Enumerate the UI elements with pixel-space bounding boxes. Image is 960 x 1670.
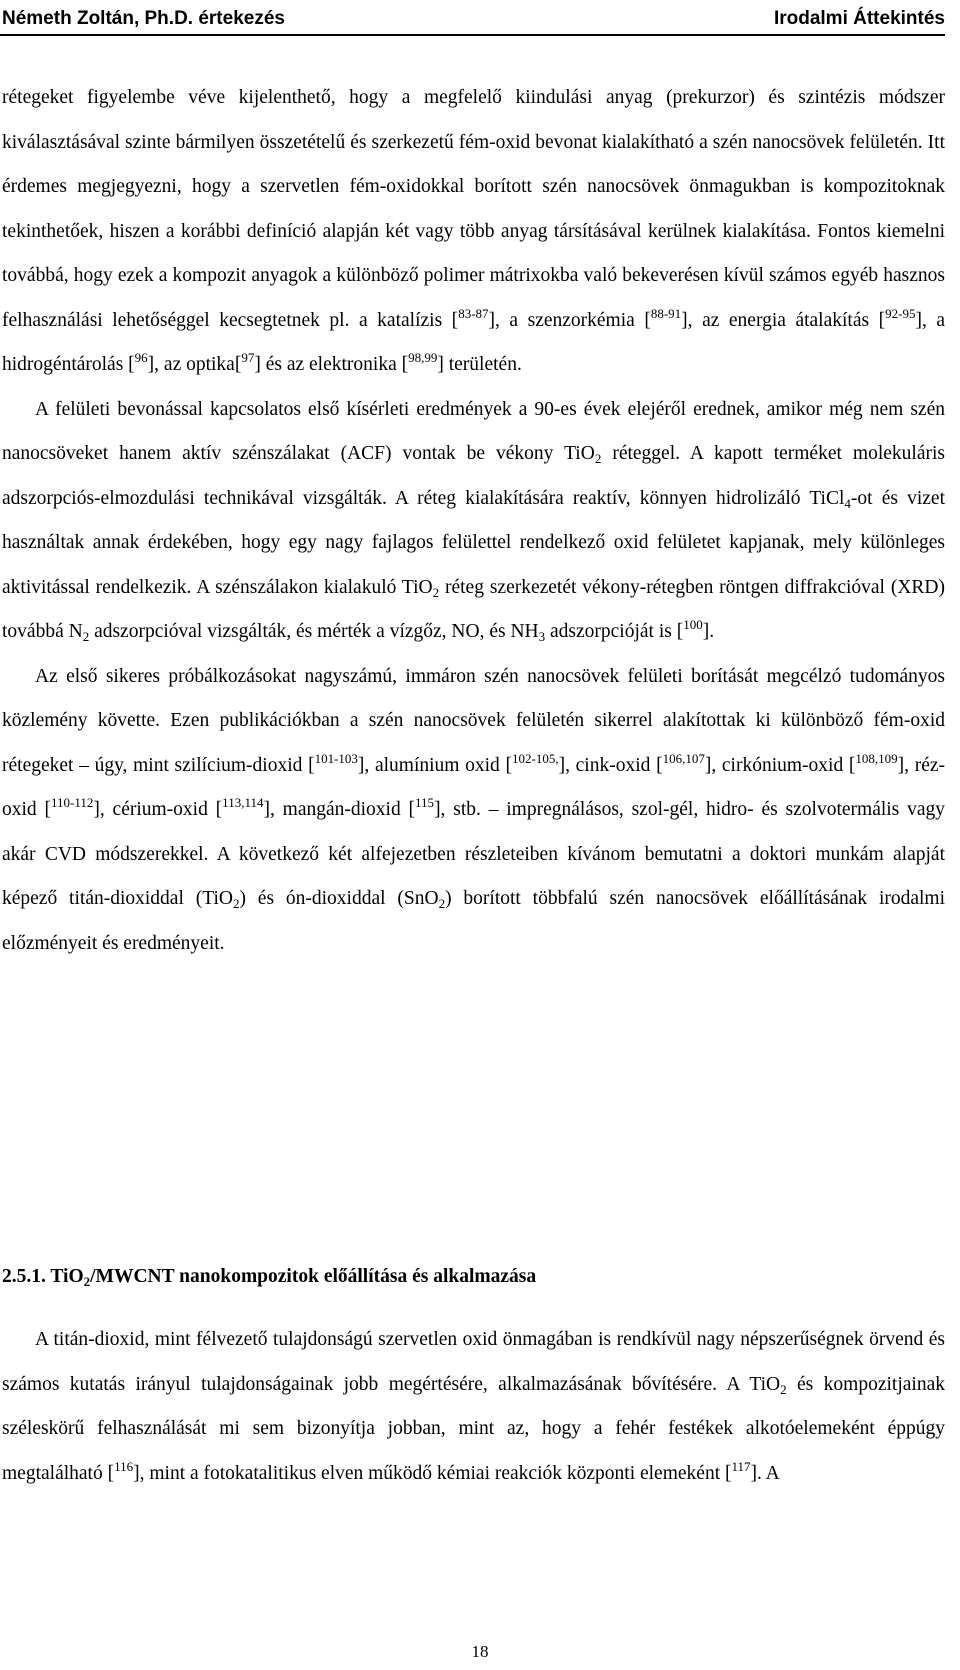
text-run: adszorpcióját is [ <box>545 621 684 642</box>
citation: 106,107 <box>662 750 705 766</box>
subscript: 2 <box>594 451 602 466</box>
text-run: ], az optika[ <box>147 354 242 375</box>
citation: 100 <box>683 617 703 632</box>
text-run: ], mint a fotokatalitikus elven működő kémiai reakciók központi elemeként [ <box>133 1462 732 1484</box>
subscript: 3 <box>538 629 546 644</box>
citation: 108,109 <box>855 750 898 766</box>
header-author: Németh Zoltán, Ph.D. értekezés <box>2 8 285 29</box>
text-run: réteggel. A kapott terméket molekuláris adszorpciós-elmozdulási technikával vizsgálták. A réteg kialakítására reaktív, könnyen hidrolizáló TiCl <box>2 443 945 509</box>
text-run: Az első sikeres próbálkozásokat nagyszámú, immáron szén nanocsövek felületi borítását megcélzó tudományos közlemény követte. Ezen publikációkban a szén nanocsövek felületén sikerrel alakítottak ki különböző fém-oxid rétegeket – úgy, mint szilícium-dioxid [ <box>2 665 945 776</box>
citation: 102-105, <box>512 750 559 766</box>
paragraph-2 <box>2 388 945 655</box>
text-run: adszorpcióval vizsgálták, és mérték a vízgőz, NO, és NH <box>89 621 539 642</box>
text-run: rétegeket figyelembe véve kijelenthető, hogy a megfelelő kiindulási anyag (prekurzor) és szintézis módszer kiválasztásával szinte bármilyen összetételű és szerkezetű fém-oxid bevonat kialakítható a szén nanocsövek felületén. Itt érdemes megjegyezni, hogy a szervetlen fém-oxidokkal borított szén nanocsövek önmagukban is kompozitoknak tekinthetőek, hiszen a korábbi definíció alapján két vagy több anyag társításával kerülnek kialakítása. Fontos kiemelni továbbá, hogy ezek a kompozit anyagok a különböző polimer mátrixokba való bekeverésen kívül számos egyéb hasznos felhasználási lehetőséggel kecsegtetnek pl. a katalízis [ <box>2 87 945 331</box>
text-run: ] területén. <box>437 354 522 375</box>
subscript: 4 <box>844 495 851 511</box>
body-text-section <box>2 1318 945 1496</box>
text-run: ], a hidrogéntárolás [ <box>2 309 946 375</box>
text-run: ]. A <box>750 1462 780 1484</box>
citation: 97 <box>241 350 255 365</box>
citation: 101-103 <box>314 750 358 766</box>
heading-text: 2.5.1. TiO <box>2 1266 84 1287</box>
section-heading <box>2 1266 536 1288</box>
text-run: és kompozitjainak széleskörű felhasználását mi sem bizonyítja jobban, mint az, hogy a fehér festékek alkotóelemeként éppúgy megtalálható [ <box>2 1373 945 1484</box>
text-run: ]. <box>702 621 715 642</box>
text-run: ], alumínium oxid [ <box>357 754 512 776</box>
header-rule <box>0 34 945 36</box>
text-run: ], cink-oxid [ <box>558 754 663 776</box>
citation: 110-112 <box>50 795 94 810</box>
text-run: ], cirkónium-oxid [ <box>704 754 856 776</box>
text-run: A felületi bevonással kapcsolatos első kísérleti eredmények a 90-es évek elejéről erednek, amikor még nem szén nanocsöveket hanem aktív szénszálakat (ACF) vontak be vékony TiO <box>2 398 945 464</box>
citation: 92-95 <box>885 305 916 321</box>
text-run: A titán-dioxid, mint félvezető tulajdonságú szervetlen oxid önmagában is rendkívül nagy népszerűségnek örvend és számos kutatás irányul tulajdonságainak jobb megértésére, alkalmazásának bővítésére. A TiO <box>2 1329 945 1395</box>
text-run: ) és ón-dioxiddal (SnO <box>239 888 439 909</box>
text-run: ] és az elektronika [ <box>254 354 409 375</box>
subscript: 2 <box>82 629 90 644</box>
text-run: ], a szenzorkémia [ <box>488 309 651 331</box>
paragraph-4 <box>2 1318 945 1496</box>
text-run: ], az energia átalakítás [ <box>681 309 886 331</box>
subscript: 2 <box>83 1274 91 1289</box>
citation: 115 <box>415 795 435 810</box>
subscript: 2 <box>232 896 240 911</box>
citation: 88-91 <box>650 305 682 321</box>
citation: 83-87 <box>458 305 489 321</box>
text-run: ], réz-oxid [ <box>2 754 945 820</box>
text-run: -ot és vizet használtak annak érdekében, hogy egy nagy fajlagos felülettel rendelkező oxid felületet kapjanak, mely különleges aktivitással rendelkezik. A szénszálakon kialakuló TiO <box>2 487 945 598</box>
subscript: 2 <box>780 1381 787 1397</box>
page-number: 18 <box>471 1642 489 1661</box>
citation: 117 <box>731 1458 751 1474</box>
running-header <box>0 8 945 34</box>
citation: 96 <box>134 350 148 365</box>
header-section: Irodalmi Áttekintés <box>773 8 945 29</box>
body-text <box>2 76 945 966</box>
heading-text: /MWCNT nanokompozitok előállítása és alkalmazása <box>90 1266 537 1287</box>
paragraph-3 <box>2 655 945 967</box>
subscript: 2 <box>438 896 446 911</box>
paragraph-1 <box>2 76 945 388</box>
text-run: ], cérium-oxid [ <box>93 799 223 820</box>
text-run: ) borított többfalú szén nanocsövek előállításának irodalmi előzményeit és eredményeit. <box>2 888 946 954</box>
citation: 116 <box>114 1458 134 1474</box>
text-run: ], stb. – impregnálásos, szol-gél, hidro- és szolvotermális vagy akár CVD módszerekkel. A következő két alfejezetben részleteiben kívánom bemutatni a doktori munkám alapját képező titán-dioxiddal (TiO <box>2 799 945 909</box>
subscript: 2 <box>432 584 440 600</box>
citation: 98,99 <box>408 350 438 365</box>
citation: 113,114 <box>222 795 264 810</box>
text-run: réteg szerkezetét vékony-rétegben röntgen diffrakcióval (XRD) továbbá N <box>2 576 945 642</box>
text-run: ], mangán-dioxid [ <box>263 799 416 820</box>
